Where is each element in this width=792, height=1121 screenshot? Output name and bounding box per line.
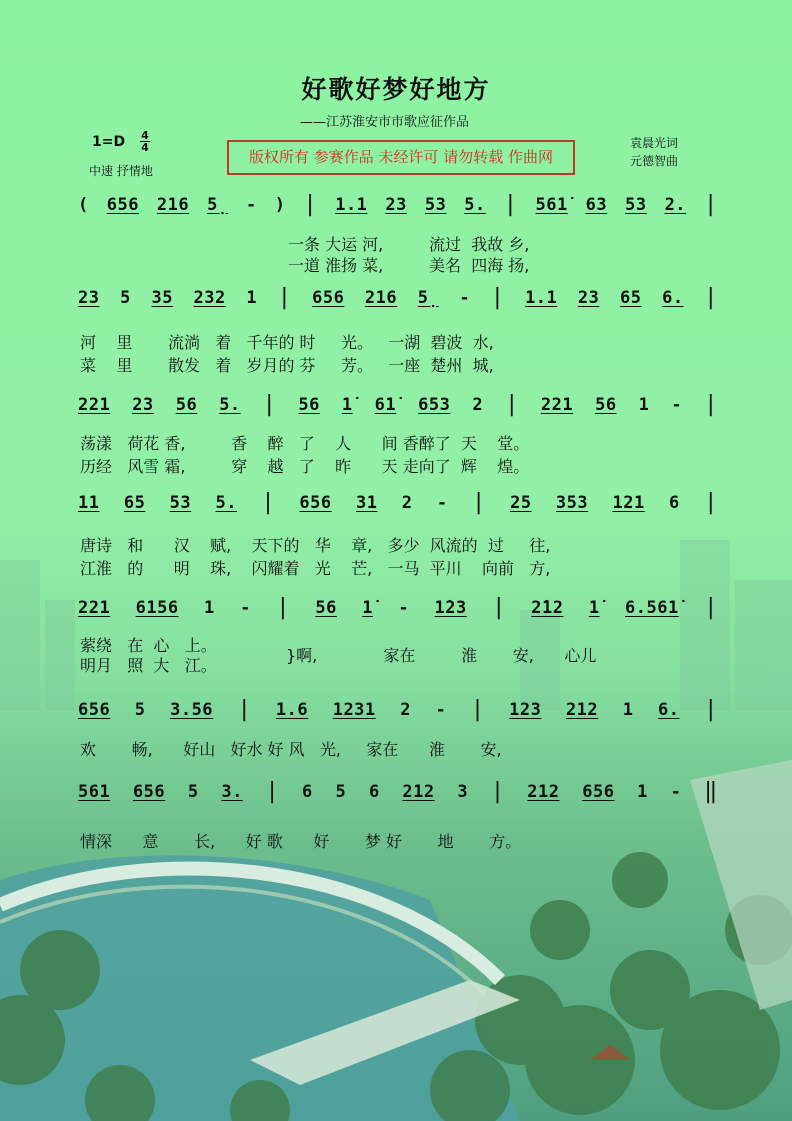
barline: |	[704, 595, 718, 620]
note-group: 5.	[464, 195, 486, 215]
note-group: 123	[509, 700, 542, 720]
note-group: 656	[299, 493, 332, 513]
barline: |	[470, 697, 485, 722]
note-group: -	[670, 782, 682, 802]
lyricist-credit: 袁晨光词	[630, 136, 679, 150]
note-group: 2	[472, 395, 484, 415]
notation-row	[78, 392, 718, 417]
lyric-line: 明月 照 大 江。	[80, 656, 217, 675]
note-group: (	[78, 195, 89, 215]
note-group: 6	[669, 493, 680, 513]
note-group: 23	[78, 288, 100, 308]
barline: |	[261, 490, 276, 515]
note-group: 2.	[664, 195, 687, 215]
note-group: 561̇	[535, 195, 568, 215]
note-group: 656	[582, 782, 615, 802]
note-group: 6	[368, 782, 380, 802]
note-group: 121	[612, 493, 645, 513]
lyric-line: 唐诗 和 汉 赋, 天下的 华 章, 多少 风流的 过 往,	[80, 536, 551, 555]
note-group: 1̇	[341, 395, 353, 415]
copyright-banner: 版权所有 参赛作品 未经许可 请勿转载 作曲网	[227, 140, 575, 175]
notation-row	[78, 192, 718, 217]
note-group: 56	[595, 395, 617, 415]
barline: |	[704, 392, 718, 417]
barline: |	[490, 779, 505, 804]
note-group: 3	[457, 782, 469, 802]
note-group: 1	[203, 598, 215, 618]
barline: |	[505, 392, 519, 417]
barline: |	[704, 192, 718, 217]
note-group: 1	[638, 395, 650, 415]
note-group: 5̣	[207, 195, 229, 215]
note-group: -	[240, 598, 251, 618]
note-group: 56	[175, 395, 198, 415]
barline: |	[237, 697, 252, 722]
note-group: 53	[424, 195, 447, 215]
note-group: 5	[134, 700, 146, 720]
note-group: 2	[401, 493, 413, 513]
notation-row	[78, 595, 718, 620]
note-group: 1	[246, 288, 258, 308]
note-group: 56	[315, 598, 337, 618]
note-group: 1.1	[335, 195, 368, 215]
note-group: 61̇	[374, 395, 397, 415]
note-group: 5	[120, 288, 131, 308]
note-group: 3.	[221, 782, 243, 802]
note-group: -	[398, 598, 410, 618]
note-group: 656	[312, 288, 345, 308]
notation-row	[78, 285, 718, 310]
note-group: 65	[619, 288, 642, 308]
barline: |	[704, 285, 718, 310]
note-group: 25	[510, 493, 532, 513]
subtitle: ——江苏淮安市市歌应征作品	[300, 115, 470, 130]
note-group: 23	[132, 395, 154, 415]
note-group: 6156	[135, 598, 179, 618]
barline: |	[303, 192, 318, 217]
note-group: 353	[555, 493, 589, 513]
note-group: 65	[123, 493, 146, 513]
note-group: -	[436, 493, 448, 513]
tempo-marking: 中速 抒情地	[89, 164, 153, 178]
lyric-line: 历经 风雪 霜, 穿 越 了 昨 天 走向了 辉 煌。	[80, 457, 530, 476]
lyric-line: 一条 大运 河, 流过 我故 乡,	[288, 235, 530, 254]
note-group: 6.561̇	[625, 598, 679, 618]
song-title: 好歌好梦好地方	[301, 75, 491, 104]
lyric-line: 萦绕 在 心 上。	[80, 636, 217, 655]
lyric-line: 荡漾 荷花 香, 香 醉 了 人 间 香醉了 天 堂。	[80, 434, 530, 453]
lyric-line: 河 里 流淌 着 千年的 时 光。 一湖 碧波 水,	[80, 333, 494, 352]
note-group: 656	[106, 195, 139, 215]
time-signature	[140, 130, 150, 153]
note-group: 6	[302, 782, 313, 802]
note-group: 6.	[662, 288, 684, 308]
lyric-line: 一道 淮扬 菜, 美名 四海 扬,	[288, 256, 530, 275]
note-group: 221	[78, 598, 111, 618]
barline: |	[276, 595, 290, 620]
note-group: 1.1	[525, 288, 558, 308]
lyric-line: 情深 意 长, 好 歌 好 梦 好 地 方。	[80, 832, 522, 851]
barline: |	[265, 779, 280, 804]
note-group: 216	[364, 288, 398, 308]
lyric-line: 江淮 的 明 珠, 闪耀着 光 芒, 一马 平川 向前 方,	[80, 559, 551, 578]
note-group: 1	[622, 700, 634, 720]
notation-row	[78, 490, 718, 515]
note-group: )	[274, 195, 286, 215]
note-group: 1̇23	[434, 598, 467, 618]
note-group: 1.6	[275, 700, 309, 720]
note-group: 1231	[332, 700, 376, 720]
note-group: 31	[355, 493, 378, 513]
barline: |	[277, 285, 292, 310]
note-group: 561	[78, 782, 111, 802]
note-group: 23	[577, 288, 600, 308]
lyric-line-refrain: }啊, 家在 淮 安, 心儿	[286, 646, 597, 665]
note-group: 212	[402, 782, 435, 802]
barline: |	[490, 285, 505, 310]
note-group: 2	[400, 700, 411, 720]
barline: |	[503, 192, 518, 217]
barline: |	[704, 697, 718, 722]
note-group: 221	[78, 395, 111, 415]
barline: |	[471, 490, 486, 515]
barline: ‖	[704, 779, 718, 804]
key-signature: 1=D	[92, 134, 126, 150]
note-group: 1̇	[362, 598, 373, 618]
notation-row	[78, 697, 718, 722]
note-group: 656	[78, 700, 111, 720]
lyric-line: 菜 里 散发 着 岁月的 芬 芳。 一座 楚州 城,	[80, 356, 494, 375]
composer-credit: 元德智曲	[630, 154, 679, 168]
note-group: 232	[193, 288, 226, 308]
barline: |	[492, 595, 506, 620]
note-group: -	[459, 288, 471, 308]
notation-row	[78, 779, 718, 804]
lyric-line: 欢 畅, 好山 好水 好 风 光, 家在 淮 安,	[80, 740, 502, 759]
note-group: 5.	[215, 493, 237, 513]
note-group: 1	[637, 782, 648, 802]
note-group: 53	[169, 493, 192, 513]
note-group: 656	[132, 782, 166, 802]
note-group: 6.	[658, 700, 680, 720]
note-group: 5.	[219, 395, 241, 415]
note-group: 5	[335, 782, 347, 802]
note-group: 3.56	[170, 700, 214, 720]
meter-top: 4	[141, 129, 149, 142]
note-group: 653	[418, 395, 451, 415]
note-group: 5̣	[417, 288, 439, 308]
barline: |	[262, 392, 277, 417]
note-group: 23	[385, 195, 407, 215]
note-group: 2̇12	[531, 598, 564, 618]
note-group: 5	[187, 782, 199, 802]
note-group: 56	[298, 395, 320, 415]
note-group: 35	[151, 288, 173, 308]
note-group: 1̇	[588, 598, 600, 618]
note-group: 63	[585, 195, 608, 215]
note-group: -	[246, 195, 257, 215]
barline: |	[704, 490, 718, 515]
note-group: 216	[156, 195, 190, 215]
meter-bottom: 4	[141, 141, 149, 154]
note-group: -	[435, 700, 447, 720]
note-group: 11	[78, 493, 100, 513]
note-group: 212	[527, 782, 560, 802]
note-group: 212	[565, 700, 599, 720]
note-group: 221	[540, 395, 574, 415]
note-group: 53	[625, 195, 647, 215]
note-group: -	[671, 395, 683, 415]
